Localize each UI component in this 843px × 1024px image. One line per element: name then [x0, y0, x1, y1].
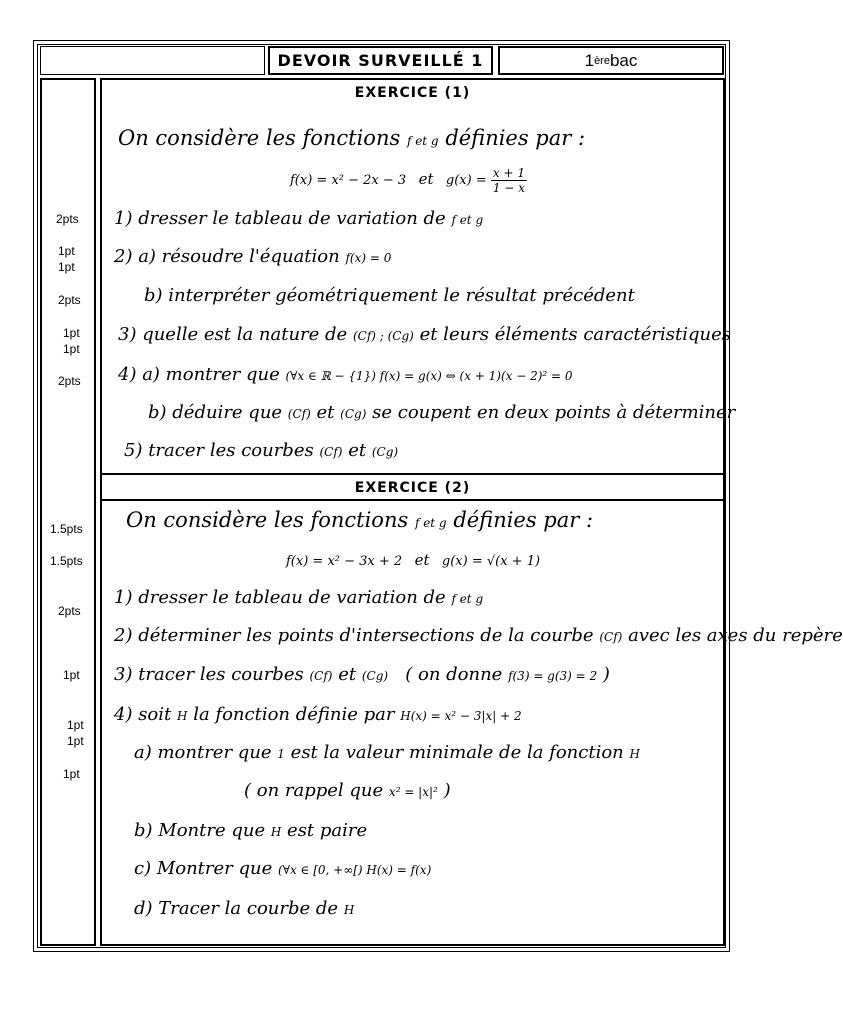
ex2-q4b-text: b) Montre que	[134, 820, 266, 841]
ex1-q2a	[114, 246, 391, 267]
ex2-q3-math1: (Cf)	[309, 669, 333, 683]
points-ex2-q4c: 1pt	[63, 767, 80, 781]
ex2-q3-note: ( on donne	[405, 664, 503, 685]
ex2-q4a	[134, 742, 640, 763]
ex2-q4c-math: (∀x ∈ [0, +∞[) H(x) = f(x)	[278, 863, 432, 877]
ex1-q5-et: et	[348, 440, 367, 461]
ex2-q4a-math2: H	[629, 747, 640, 761]
ex1-q2a-text: 2) a) résoudre l'équation	[114, 246, 340, 267]
ex1-q4b	[148, 402, 735, 423]
ex2-q4	[114, 704, 522, 725]
ex2-q1-math: f et g	[451, 592, 484, 606]
ex1-q5-math2: (Cg)	[371, 445, 399, 459]
content-box	[100, 78, 843, 946]
ex2-q3-math2: (Cg)	[361, 669, 389, 683]
ex2-intro-end: définies par :	[453, 508, 594, 532]
ex1-def-g-numerator: x + 1	[492, 166, 525, 180]
ex1-q4a-math: (∀x ∈ ℝ − {1}) f(x) = g(x) ⇔ (x + 1)(x − 2)² = 0	[285, 369, 573, 383]
ex1-q5	[124, 440, 398, 461]
ex1-q4b-et: et	[316, 402, 335, 423]
ex1-intro-end: définies par :	[445, 126, 586, 150]
ex2-q4b	[134, 820, 367, 841]
ex2-q4d-text: d) Tracer la courbe de	[134, 898, 339, 919]
ex1-def-g-fraction	[491, 166, 527, 195]
ex2-q4-math2: H(x) = x² − 3|x| + 2	[400, 709, 522, 723]
ex2-def-et: et	[414, 551, 430, 569]
ex1-q4b-math1: (Cf)	[287, 407, 311, 421]
header-level	[498, 46, 724, 75]
ex1-q2a-math: f(x) = 0	[345, 251, 392, 265]
points-ex2-q2: 1.5pts	[50, 554, 83, 568]
ex2-q4a-note	[244, 780, 451, 801]
header-title-text: DEVOIR SURVEILLÉ 1	[277, 51, 484, 70]
ex1-bottom-rule	[102, 473, 723, 475]
points-ex2-q1: 1.5pts	[50, 522, 83, 536]
ex2-q4c-text: c) Montrer que	[134, 858, 273, 879]
ex2-q2	[114, 625, 843, 646]
points-ex1-q5: 2pts	[58, 374, 81, 388]
ex2-def-g: g(x) = √(x + 1)	[441, 554, 541, 569]
ex1-q4a-text: 4) a) montrer que	[118, 364, 280, 385]
ex2-q3-note-end: )	[602, 664, 610, 685]
ex1-q3-end: et leurs éléments caractéristiques	[419, 324, 732, 345]
ex2-q4a-text: a) montrer que	[134, 742, 272, 763]
exercise2-title: EXERCICE (2)	[354, 480, 471, 496]
ex1-intro	[118, 126, 585, 150]
ex1-q3-math: (Cf) ; (Cg)	[352, 329, 414, 343]
ex1-q5-text: 5) tracer les courbes	[124, 440, 314, 461]
ex2-q3	[114, 664, 610, 685]
level-number: 1	[584, 50, 595, 70]
ex2-definitions	[286, 551, 540, 569]
points-ex1-q4a: 1pt	[63, 326, 80, 340]
points-column	[40, 78, 96, 946]
ex2-q4a-note-end: )	[443, 780, 451, 801]
ex1-q1	[114, 208, 483, 229]
points-ex1-q2b: 1pt	[58, 260, 75, 274]
ex1-q1-text: 1) dresser le tableau de variation de	[114, 208, 446, 229]
ex2-intro-text: On considère les fonctions	[126, 508, 409, 532]
points-ex1-q3: 2pts	[58, 293, 81, 307]
ex2-q4a-note-math: x² = |x|²	[388, 785, 438, 799]
ex1-definitions	[290, 166, 527, 195]
ex1-def-g-denominator: 1 − x	[492, 181, 525, 195]
ex1-q2b	[144, 285, 635, 306]
ex1-intro-fg: f et g	[406, 134, 439, 148]
ex2-q4a-note-text: ( on rappel que	[244, 780, 384, 801]
ex2-q3-et: et	[338, 664, 357, 685]
header-title	[268, 46, 493, 75]
ex2-q4d	[134, 898, 354, 919]
ex1-def-et: et	[418, 170, 434, 188]
points-ex1-q4b: 1pt	[63, 342, 80, 356]
ex2-q4c	[134, 858, 431, 879]
points-ex2-q4: 1pt	[63, 668, 80, 682]
ex2-q2-text: 2) déterminer les points d'intersections de la courbe	[114, 625, 594, 646]
points-ex1-q2a: 1pt	[58, 244, 75, 258]
ex1-def-f: f(x) = x² − 2x − 3	[290, 173, 407, 188]
ex1-q1-math: f et g	[451, 213, 484, 227]
ex1-intro-text: On considère les fonctions	[118, 126, 401, 150]
ex2-intro	[126, 508, 593, 532]
ex2-intro-fg: f et g	[414, 516, 447, 530]
level-text: bac	[609, 50, 638, 70]
ex2-q3-text: 3) tracer les courbes	[114, 664, 304, 685]
ex2-q4d-math: H	[343, 903, 355, 917]
ex1-q4a	[118, 364, 573, 385]
ex1-def-g-lhs: g(x) =	[445, 173, 487, 188]
ex2-q4-mid: la fonction définie par	[193, 704, 395, 725]
points-ex2-q3: 2pts	[58, 604, 81, 618]
ex1-q4b-text: b) déduire que	[148, 402, 283, 423]
ex2-q4a-mid: est la valeur minimale de la fonction	[290, 742, 624, 763]
level-superscript: ère	[594, 54, 610, 67]
header-empty-cell	[40, 46, 265, 75]
ex2-q4-math1: H	[177, 709, 188, 723]
ex2-q2-end: avec les axes du repère	[628, 625, 843, 646]
exercise1-title: EXERCICE (1)	[354, 85, 471, 101]
ex2-q4b-math: H	[270, 825, 282, 839]
ex1-q3	[118, 324, 731, 345]
ex2-q4b-end: est paire	[287, 820, 368, 841]
ex1-q2b-text: b) interpréter géométriquement le résultat précédent	[144, 285, 635, 306]
ex1-q4b-end: se coupent en deux points à déterminer	[372, 402, 736, 423]
ex1-q3-text: 3) quelle est la nature de	[118, 324, 348, 345]
ex1-q5-math1: (Cf)	[319, 445, 343, 459]
ex2-q1-text: 1) dresser le tableau de variation de	[114, 587, 446, 608]
ex2-q4a-math1: 1	[277, 747, 285, 761]
points-ex2-q4a: 1pt	[67, 718, 84, 732]
points-ex1-q1: 2pts	[56, 212, 79, 226]
ex2-def-f: f(x) = x² − 3x + 2	[286, 554, 403, 569]
ex1-q4b-math2: (Cg)	[340, 407, 367, 421]
ex2-q4-text: 4) soit	[114, 704, 172, 725]
ex2-q2-math: (Cf)	[599, 630, 623, 644]
ex2-q1	[114, 587, 483, 608]
ex2-title-rule	[102, 499, 723, 501]
ex2-q3-note-math: f(3) = g(3) = 2	[508, 669, 598, 683]
points-ex2-q4b: 1pt	[67, 734, 84, 748]
